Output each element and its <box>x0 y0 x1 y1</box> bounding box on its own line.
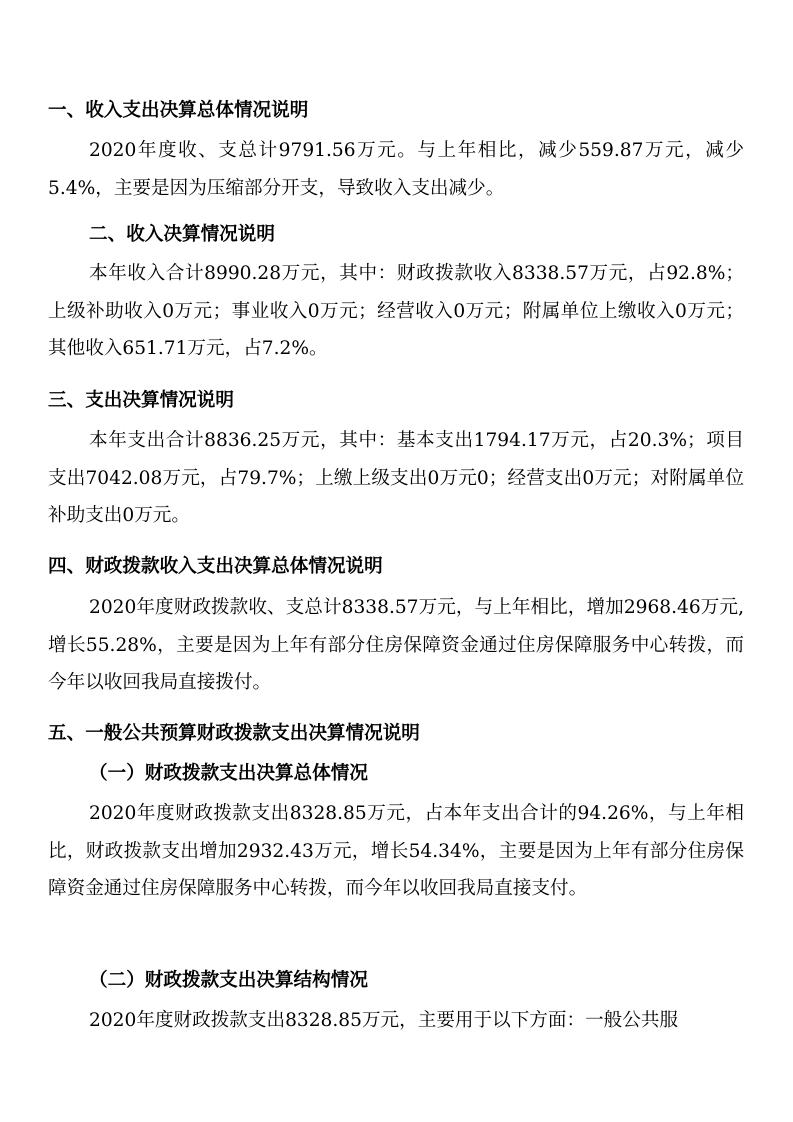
section-heading-general-budget: 五、一般公共预算财政拨款支出决算情况说明 <box>48 723 420 744</box>
subsection-heading-overall: （一）财政拨款支出决算总体情况 <box>89 763 368 784</box>
section-heading-overall: 一、收入支出决算总体情况说明 <box>48 100 309 121</box>
section-heading-fiscal-allocation: 四、财政拨款收入支出决算总体情况说明 <box>48 556 383 577</box>
paragraph-expenditure: 本年支出合计8836.25万元，其中：基本支出1794.17万元，占20.3%；项目支出7042.08万元，占79.7%；上缴上级支出0万元0；经营支出0万元；对附属单位补助支出0万元。 <box>48 430 744 526</box>
paragraph-general-budget-structure: 2020年度财政拨款支出8328.85万元，主要用于以下方面：一般公共服 <box>89 1010 679 1031</box>
paragraph-overall: 2020年度收、支总计9791.56万元。与上年相比，减少559.87万元，减少5.4%，主要是因为压缩部分开支，导致收入支出减少。 <box>48 140 744 199</box>
paragraph-income: 本年收入合计8990.28万元，其中：财政拨款收入8338.57万元，占92.8%；上级补助收入0万元；事业收入0万元；经营收入0万元；附属单位上缴收入0万元；其他收入651.71万元，占7.2%。 <box>48 263 744 359</box>
section-heading-income: 二、收入决算情况说明 <box>89 224 275 245</box>
subsection-heading-structure: （二）财政拨款支出决算结构情况 <box>89 970 368 991</box>
section-heading-expenditure: 三、支出决算情况说明 <box>48 390 234 411</box>
paragraph-general-budget-overall: 2020年度财政拨款支出8328.85万元，占本年支出合计的94.26%，与上年相比，财政拨款支出增加2932.43万元，增长54.34%，主要是因为上年有部分住房保障资金通过住房保障服务中心转拨，而今年以收回我局直接支付。 <box>48 803 744 899</box>
paragraph-fiscal-allocation: 2020年度财政拨款收、支总计8338.57万元，与上年相比，增加2968.46万元,增长55.28%，主要是因为上年有部分住房保障资金通过住房保障服务中心转拨，而今年以收回我局直接拨付。 <box>48 597 744 693</box>
